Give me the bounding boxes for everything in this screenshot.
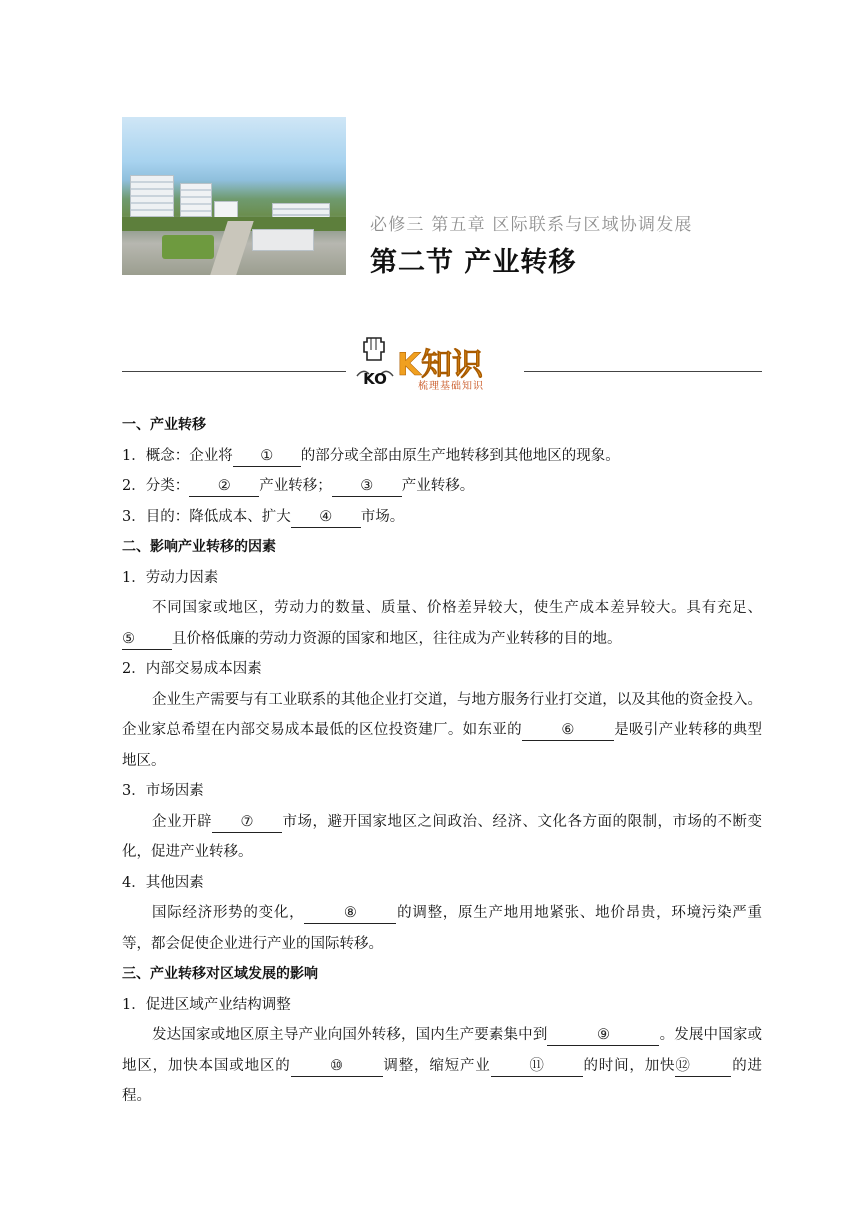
paragraph-text: 市场，避开国家地区之间政治、经济、文化各方面的限制，市场的不断变化，促进产业转移。 — [122, 813, 762, 860]
fill-blank[interactable]: ⑪ — [491, 1056, 583, 1077]
banner-title: K知识 — [397, 347, 484, 383]
list-item — [122, 502, 762, 533]
fill-blank[interactable]: ⑤ — [122, 629, 172, 650]
fill-blank[interactable]: ⑨ — [547, 1025, 659, 1046]
fill-blank[interactable]: ⑩ — [291, 1056, 383, 1077]
ko-mark: KO — [363, 370, 387, 388]
subsection-title: 1．劳动力因素 — [122, 569, 219, 586]
building-image — [252, 229, 314, 251]
subsection-title: 3．市场因素 — [122, 783, 204, 799]
paragraph-text: 。发展中国家或地区，加快本国或地区的 — [122, 1027, 762, 1074]
item-text: 市场。 — [360, 508, 405, 525]
paragraph — [122, 593, 762, 654]
section-heading: 三、产业转移对区域发展的影响 — [122, 966, 318, 982]
fill-blank[interactable]: ② — [189, 476, 259, 497]
section-title: 第二节 产业转移 — [370, 247, 577, 278]
list-item — [122, 471, 762, 502]
document-body — [122, 410, 762, 1112]
paragraph-text: 的时间，加快 — [582, 1057, 676, 1074]
banner-subtitle: 梳理基础知识 — [418, 381, 484, 392]
paragraph — [122, 898, 762, 959]
fill-blank[interactable]: ⑦ — [212, 812, 282, 833]
paragraph-text: 且价格低廉的劳动力资源的国家和地区，往往成为产业转移的目的地。 — [172, 630, 622, 647]
paragraph-text: 企业生产需要与有工业联系的其他企业打交道，与地方服务行业打交道，以及其他的资金投入。企业家总希望在内部交易成本最低的区位投资建厂。如东亚的 — [122, 691, 762, 738]
fill-blank[interactable]: ⑥ — [522, 720, 614, 741]
fill-blank[interactable]: ③ — [332, 476, 402, 497]
item-text: 1．概念：企业将 — [122, 447, 233, 464]
fist-icon — [355, 334, 395, 394]
paragraph-text: 国际经济形势的变化， — [152, 905, 305, 921]
paragraph-text: 发达国家或地区原主导产业向国外转移，国内生产要素集中到 — [152, 1027, 548, 1043]
divider-left — [122, 371, 346, 372]
item-text: 的部分或全部由原生产地转移到其他地区的现象。 — [300, 447, 620, 464]
lawn-image — [162, 235, 214, 259]
paragraph — [122, 685, 762, 777]
list-item — [122, 441, 762, 472]
header-photo — [122, 117, 346, 275]
paragraph-text: 的进程。 — [122, 1057, 763, 1104]
paragraph-text: 不同国家或地区，劳动力的数量、质量、价格差异较大，使生产成本差异较大。具有充足、 — [152, 600, 762, 616]
paragraph — [122, 1020, 762, 1112]
fill-blank[interactable]: ⑧ — [304, 903, 396, 924]
fill-blank[interactable]: ① — [233, 446, 301, 467]
divider-right — [524, 371, 762, 372]
paragraph-text: 是吸引产业转移的典型地区。 — [122, 722, 762, 769]
fill-blank[interactable]: ④ — [291, 507, 361, 528]
paragraph-text: 企业开辟 — [152, 813, 212, 830]
paragraph-text: 的调整，原生产地用地紧张、地价昂贵，环境污染严重等，都会促使企业进行产业的国际转移。 — [122, 905, 763, 952]
section-heading: 一、产业转移 — [122, 417, 206, 433]
item-text: 产业转移； — [259, 478, 332, 494]
paragraph-text: 调整，缩短产业 — [382, 1057, 491, 1074]
item-text: 2．分类： — [122, 478, 190, 494]
building-image — [130, 175, 174, 217]
subsection-title: 2．内部交易成本因素 — [122, 661, 262, 677]
subsection-title: 4．其他因素 — [122, 874, 204, 891]
item-text: 3．目的：降低成本、扩大 — [122, 508, 291, 525]
fill-blank[interactable]: ⑫ — [675, 1056, 731, 1077]
building-image — [180, 183, 212, 217]
paragraph — [122, 807, 762, 868]
chapter-subtitle: 必修三 第五章 区际联系与区域协调发展 — [370, 215, 693, 235]
section-heading: 二、影响产业转移的因素 — [122, 539, 276, 555]
item-text: 产业转移。 — [401, 478, 475, 494]
subsection-title: 1．促进区域产业结构调整 — [122, 996, 291, 1013]
